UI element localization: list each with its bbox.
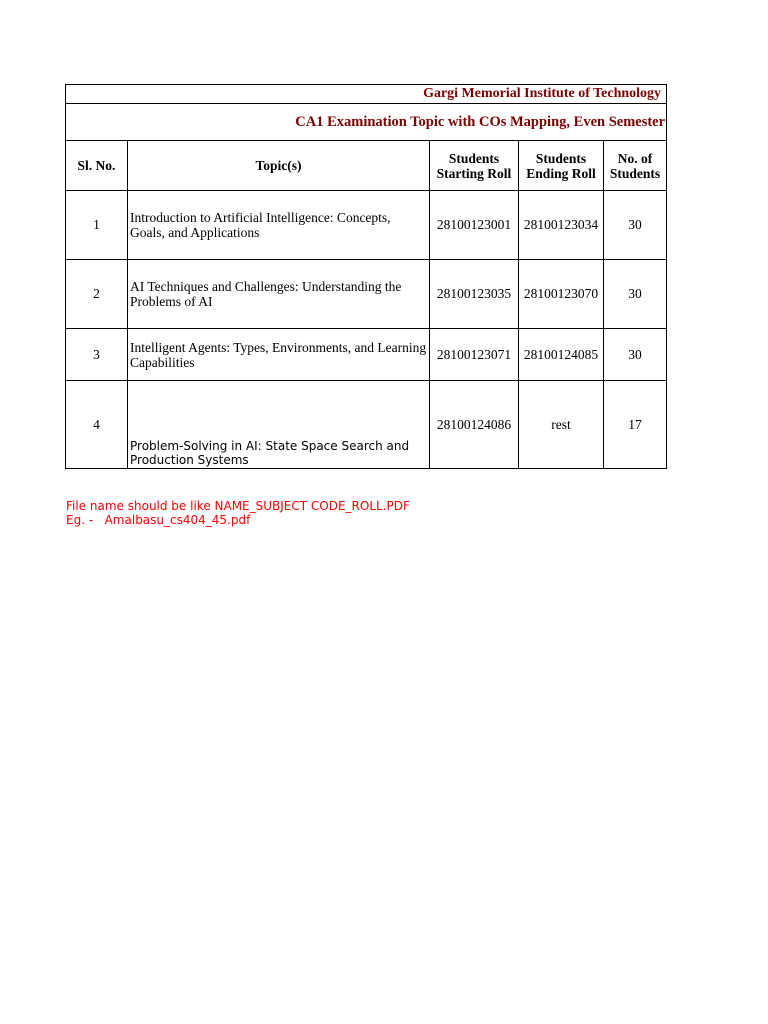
filename-rule: File name should be like NAME_SUBJECT CODE_ROLL.PDF [66,499,410,513]
header-topic: Topic(s) [128,141,430,191]
exam-sheet [65,84,666,469]
filename-instructions [66,499,410,527]
cell-topic: Problem-Solving in AI: State Space Search and Production Systems [128,381,430,469]
cell-sl: 1 [66,191,128,260]
table-row [66,260,667,329]
cell-count: 30 [604,191,667,260]
cell-end-roll: 28100123034 [519,191,604,260]
cell-sl: 4 [66,381,128,469]
cell-start-roll: 28100123001 [430,191,519,260]
institute-name: Gargi Memorial Institute of Technology [66,85,667,104]
cell-topic: Introduction to Artificial Intelligence: Concepts, Goals, and Applications [128,191,430,260]
header-start-roll: Students Starting Roll [430,141,519,191]
cell-start-roll: 28100124086 [430,381,519,469]
cell-start-roll: 28100123035 [430,260,519,329]
cell-count: 30 [604,260,667,329]
cell-start-roll: 28100123071 [430,329,519,381]
cell-end-roll: rest [519,381,604,469]
header-end-roll: Students Ending Roll [519,141,604,191]
header-sl-no: Sl. No. [66,141,128,191]
header-count: No. of Students [604,141,667,191]
subtitle-row [66,104,667,141]
cell-count: 30 [604,329,667,381]
table-row [66,329,667,381]
cell-count: 17 [604,381,667,469]
cell-sl: 3 [66,329,128,381]
filename-example: Eg. - Amalbasu_cs404_45.pdf [66,513,251,527]
exam-subtitle: CA1 Examination Topic with COs Mapping, Even Semester [66,104,667,141]
table-row [66,381,667,469]
topic-table [65,84,667,469]
cell-end-roll: 28100123070 [519,260,604,329]
header-row [66,141,667,191]
cell-topic: Intelligent Agents: Types, Environments, and Learning Capabilities [128,329,430,381]
cell-sl: 2 [66,260,128,329]
institute-row [66,85,667,104]
table-row [66,191,667,260]
cell-end-roll: 28100124085 [519,329,604,381]
cell-topic: AI Techniques and Challenges: Understanding the Problems of AI [128,260,430,329]
